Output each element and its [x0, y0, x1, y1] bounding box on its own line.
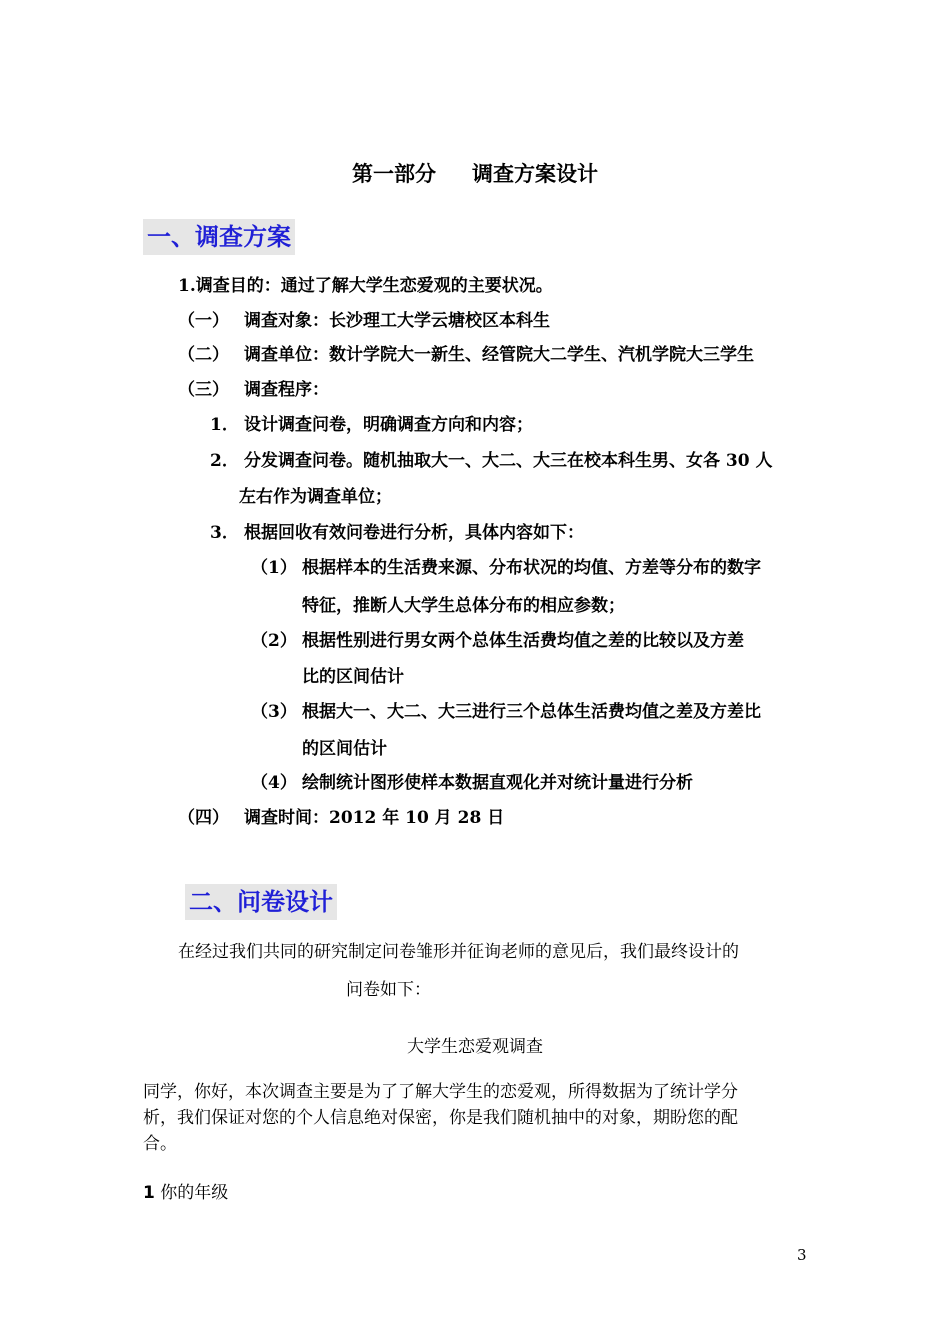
- page-number: 3: [797, 1246, 807, 1264]
- sub-step-3: [251, 700, 761, 724]
- item-label: （四）: [178, 808, 229, 828]
- question-1: [143, 1178, 228, 1203]
- sub-step-text: 绘制统计图形使样本数据直观化并对统计量进行分析: [302, 773, 693, 793]
- greeting-line-3: 合。: [143, 1134, 177, 1154]
- sub-step-label: （2）: [251, 631, 297, 651]
- sub-step-2: [251, 629, 744, 653]
- section-heading-survey-plan: 一、调查方案: [143, 219, 295, 255]
- item-text: 调查对象：长沙理工大学云塘校区本科生: [244, 311, 550, 331]
- item-label: （二）: [178, 345, 229, 365]
- item-survey-object: [178, 309, 550, 333]
- item-text: 调查时间：2012 年 10 月 28 日: [244, 808, 505, 828]
- part-name: 调查方案设计: [472, 161, 598, 186]
- question-number: 1: [143, 1183, 155, 1203]
- sub-step-label: （4）: [251, 773, 297, 793]
- step-3: [210, 521, 584, 545]
- sub-step-1-continued: 特征，推断人大学生总体分布的相应参数；: [302, 596, 625, 616]
- questionnaire-intro-line-2: 问卷如下：: [346, 980, 431, 1000]
- greeting-line-2: 析，我们保证对您的个人信息绝对保密，你是我们随机抽中的对象，期盼您的配: [143, 1108, 738, 1128]
- question-text: 你的年级: [160, 1183, 229, 1203]
- part-number: 第一部分: [352, 161, 436, 186]
- sub-step-1: [251, 556, 761, 580]
- step-label: 3．: [210, 523, 239, 543]
- step-text: 根据回收有效问卷进行分析，具体内容如下：: [244, 523, 584, 543]
- sub-step-label: （1）: [251, 558, 297, 578]
- greeting-line-1: 同学，你好，本次调查主要是为了了解大学生的恋爱观，所得数据为了统计学分: [143, 1082, 738, 1102]
- survey-title: 大学生恋爱观调查: [407, 1037, 543, 1057]
- step-text: 设计调查问卷，明确调查方向和内容；: [244, 415, 533, 435]
- survey-purpose: 1.调查目的：通过了解大学生恋爱观的主要状况。: [178, 276, 553, 296]
- item-label: （一）: [178, 311, 229, 331]
- step-text: 分发调查问卷。随机抽取大一、大二、大三在校本科生男、女各 30 人: [244, 451, 773, 471]
- sub-step-text: 根据样本的生活费来源、分布状况的均值、方差等分布的数字: [302, 558, 761, 578]
- sub-step-text: 根据性别进行男女两个总体生活费均值之差的比较以及方差: [302, 631, 744, 651]
- item-text: 调查程序：: [244, 380, 329, 400]
- item-survey-time: [178, 806, 504, 830]
- sub-step-4: [251, 771, 693, 795]
- step-2-continued: 左右作为调查单位；: [239, 487, 392, 507]
- sub-step-text: 根据大一、大二、大三进行三个总体生活费均值之差及方差比: [302, 702, 761, 722]
- step-2: [210, 449, 773, 473]
- sub-step-label: （3）: [251, 702, 297, 722]
- step-label: 2．: [210, 451, 239, 471]
- item-label: （三）: [178, 380, 229, 400]
- part-title: [0, 158, 950, 188]
- step-1: [210, 413, 533, 437]
- item-survey-procedure: [178, 378, 329, 402]
- step-label: 1．: [210, 415, 239, 435]
- sub-step-2-continued: 比的区间估计: [302, 667, 404, 687]
- section-heading-questionnaire: 二、问卷设计: [185, 884, 337, 920]
- questionnaire-intro-line-1: 在经过我们共同的研究制定问卷雏形并征询老师的意见后，我们最终设计的: [178, 942, 739, 962]
- sub-step-3-continued: 的区间估计: [302, 739, 387, 759]
- item-survey-unit: [178, 343, 754, 367]
- item-text: 调查单位：数计学院大一新生、经管院大二学生、汽机学院大三学生: [244, 345, 754, 365]
